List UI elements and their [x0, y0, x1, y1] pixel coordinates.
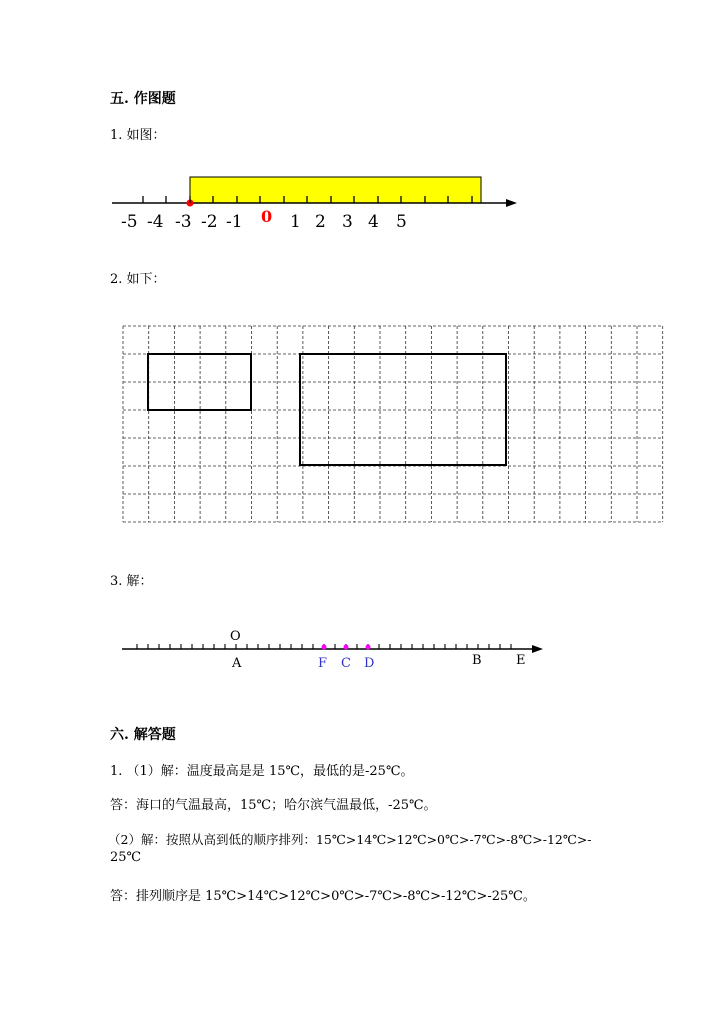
- axis-arrow-3: [532, 645, 543, 653]
- item1-label: 1. 如图：: [110, 128, 166, 143]
- label-F: F: [318, 656, 328, 671]
- highlight-region: [190, 177, 481, 203]
- q1-answer2: 答：排列顺序是 15℃>14℃>12℃>0℃>-7℃>-8℃>-12℃>-25℃。: [110, 889, 536, 904]
- q1-part2-line2: 25℃: [110, 850, 142, 865]
- point-D: [366, 645, 371, 650]
- point-F: [322, 645, 327, 650]
- tick-label: 2: [315, 212, 326, 232]
- tick-label: -4: [147, 212, 164, 232]
- tick-label: 1: [290, 212, 301, 232]
- label-D: D: [364, 656, 375, 671]
- tick-label: 3: [342, 212, 353, 232]
- point-C: [344, 645, 349, 650]
- label-E: E: [516, 653, 526, 668]
- tick-label: -2: [201, 212, 218, 232]
- item3-label: 3. 解：: [110, 574, 153, 589]
- section6-heading: 六. 解答题: [110, 727, 176, 743]
- section5-heading: 五. 作图题: [110, 91, 176, 107]
- large-rectangle: [300, 354, 506, 465]
- label-A: A: [232, 656, 242, 671]
- q1-answer1: 答：海口的气温最高，15℃；哈尔滨气温最低，-25℃。: [110, 798, 437, 813]
- tick-label: -1: [226, 212, 243, 232]
- number-line-3: [122, 645, 543, 653]
- q1-part1: 1. （1）解：温度最高是是 15℃，最低的是-25℃。: [110, 764, 414, 779]
- tick-label: -5: [121, 212, 138, 232]
- tick-label-zero: 0: [261, 207, 273, 226]
- tick-label: 4: [368, 212, 379, 232]
- tick-label: -3: [175, 212, 192, 232]
- number-line-1-labels: [121, 207, 407, 232]
- q1-part2-line1: （2）解：按照从高到低的顺序排列：15℃>14℃>12℃>0℃>-7℃>-8℃>-12℃>-: [108, 832, 592, 847]
- number-line-1: [112, 177, 517, 207]
- dotted-grid: [123, 326, 663, 522]
- label-B: B: [472, 653, 482, 668]
- item2-label: 2. 如下：: [110, 272, 166, 287]
- axis-arrow: [506, 199, 517, 207]
- label-C: C: [341, 656, 351, 671]
- label-O: O: [230, 629, 241, 644]
- tick-label: 5: [396, 212, 407, 232]
